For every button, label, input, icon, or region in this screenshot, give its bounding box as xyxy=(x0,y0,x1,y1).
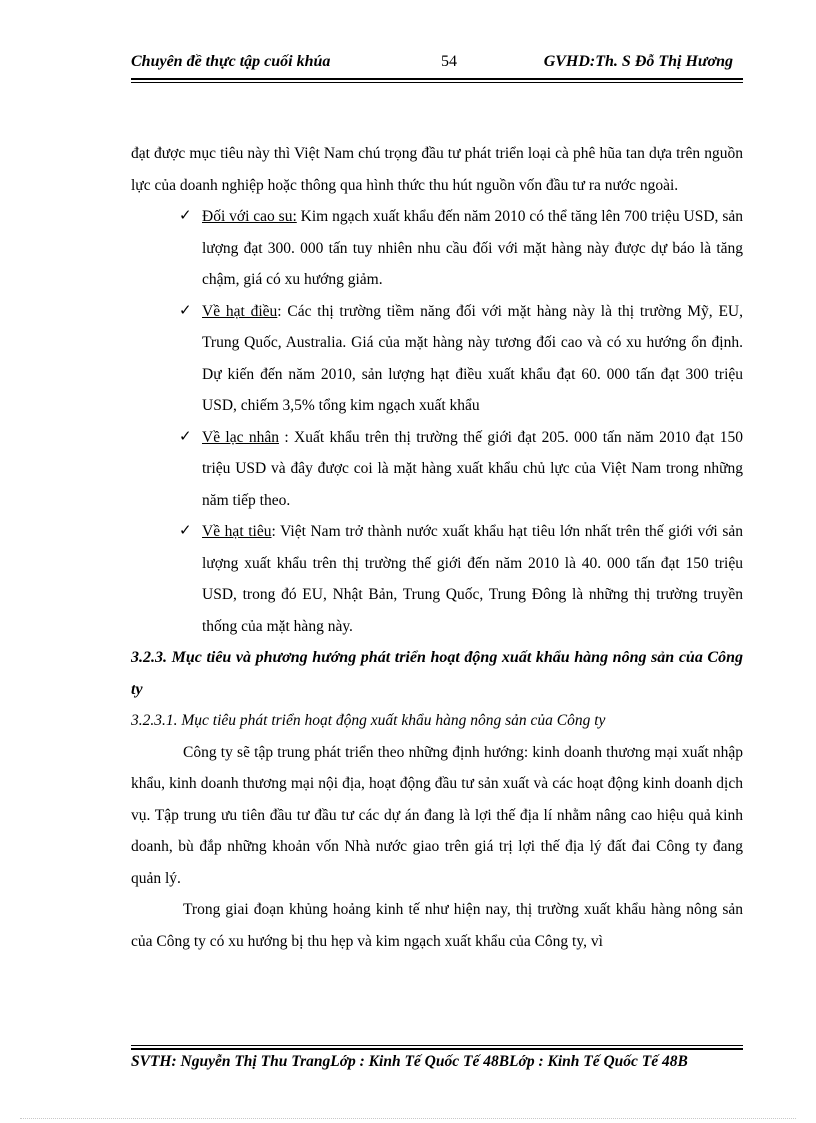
bullet-label: Về lạc nhân xyxy=(202,428,279,446)
body-paragraph: Công ty sẽ tập trung phát triển theo những định hướng: kinh doanh thương mại xuất nhập khẩu, kinh doanh thương mại nội địa, hoạt động đầu tư sản xuất và các hoạt động kinh doanh dịch vụ. Tập trung ưu tiên đầu tư đầu tư các dự án đang là lợi thế địa lí nhằm nâng cao hiệu quả kinh doanh, bù đắp những khoản vốn Nhà nước giao trên giá trị lợi thế địa lý đất đai Công ty đang quản lý. xyxy=(131,743,743,887)
header-divider-thin xyxy=(131,82,743,83)
subsection-heading: 3.2.3.1. Mục tiêu phát triển hoạt động xuất khẩu hàng nông sản của Công ty xyxy=(131,712,606,729)
checkmark-icon: ✓ xyxy=(179,208,192,224)
header-supervisor: GVHD:Th. S Đỗ Thị Hương xyxy=(543,53,733,70)
checkmark-icon: ✓ xyxy=(179,428,192,445)
intro-paragraph: đạt được mục tiêu này thì Việt Nam chú trọng đầu tư phát triển loại cà phê hũa tan dựa trên nguồn lực của doanh nghiệp hoặc thông qua hình thức thu hút nguồn vốn đầu tư ra nước ngoài. xyxy=(131,145,743,194)
bullet-text: : Xuất khẩu trên thị trường thế giới đạt 205. 000 tấn năm 2010 đạt 150 triệu USD và đây được coi là mặt hàng xuất khẩu chủ lực của Việt Nam trong những năm tiếp theo. xyxy=(202,428,743,509)
checkmark-icon: ✓ xyxy=(179,523,192,539)
page-bottom-dotted-line xyxy=(20,1118,796,1119)
bullet-item-peanut xyxy=(131,422,743,517)
bullet-item-pepper xyxy=(131,516,743,642)
bullet-label: Về hạt điều xyxy=(202,302,278,320)
page-header xyxy=(131,50,743,78)
document-body xyxy=(131,138,743,957)
section-heading: 3.2.3. Mục tiêu và phương hướng phát triển hoạt động xuất khẩu hàng nông sản của Công ty xyxy=(131,649,743,698)
page-footer: SVTH: Nguyễn Thị Thu TrangLớp : Kinh Tế Quốc Tế 48BLớp : Kinh Tế Quốc Tế 48B xyxy=(131,1053,688,1070)
page-number: 54 xyxy=(441,53,457,70)
bullet-text: : Các thị trường tiềm năng đối với mặt hàng này là thị trường Mỹ, EU, Trung Quốc, Australia. Giá của mặt hàng này tương đối cao và có xu hướng ổn định. Dự kiến đến năm 2010, sản lượng hạt điều xuất khẩu đạt 60. 000 tấn đạt 300 triệu USD, chiếm 3,5% tổng kim ngạch xuất khẩu xyxy=(202,302,743,414)
header-divider xyxy=(131,78,743,80)
footer-divider-thin xyxy=(131,1045,743,1046)
bullet-text: Kim ngạch xuất khẩu đến năm 2010 có thể tăng lên 700 triệu USD, sản lượng đạt 300. 000 tấn tuy nhiên nhu cầu đối với mặt hàng này được dự báo là tăng chậm, giá có xu hướng giảm. xyxy=(202,208,743,288)
body-paragraph: Trong giai đoạn khủng hoảng kinh tế như hiện nay, thị trường xuất khẩu hàng nông sản của Công ty có xu hướng bị thu hẹp và kim ngạch xuất khẩu của Công ty, vì xyxy=(131,901,743,950)
bullet-text: : Việt Nam trở thành nước xuất khẩu hạt tiêu lớn nhất trên thế giới với sản lượng xuất khẩu trên thị trường thế giới đến năm 2010 là 40. 000 tấn đạt 150 triệu USD, trong đó EU, Nhật Bản, Trung Quốc, Trung Đông là những thị trường truyền thống của mặt hàng này. xyxy=(202,523,743,635)
header-title: Chuyên đề thực tập cuối khúa xyxy=(131,53,331,70)
checkmark-icon: ✓ xyxy=(179,302,192,319)
bullet-label: Về hạt tiêu xyxy=(202,523,272,540)
footer-divider xyxy=(131,1048,743,1050)
bullet-item-cashew xyxy=(131,296,743,422)
bullet-item-rubber xyxy=(131,201,743,296)
bullet-label: Đối với cao su: xyxy=(202,208,297,225)
